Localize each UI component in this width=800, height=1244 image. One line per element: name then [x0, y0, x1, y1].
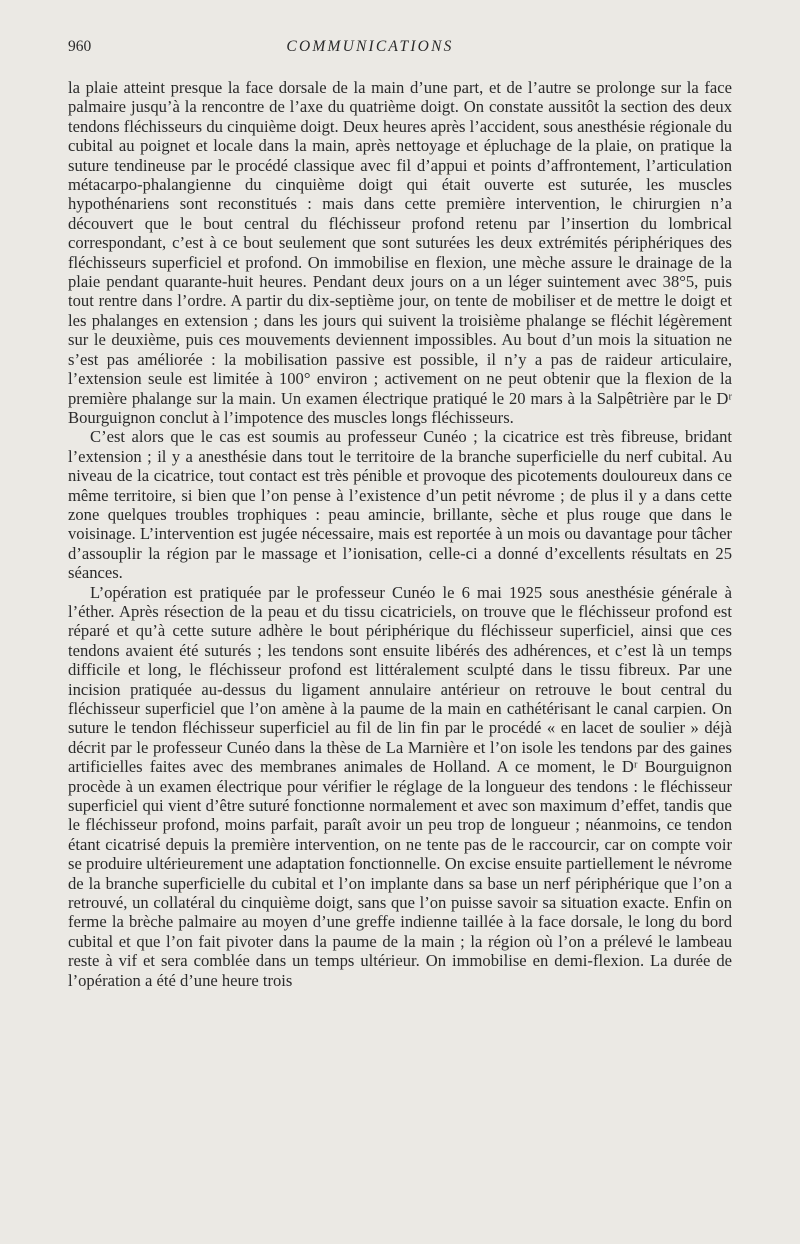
- paragraph-2: C’est alors que le cas est soumis au professeur Cunéo ; la cicatrice est très fibreuse, bridant l’extension ; il y a anesthésie dans tout le territoire de la branche superficielle du nerf cubital. Au niveau de la cicatrice, tout contact est très pénible et provoque des picotements douloureux dans ce même territoire, si bien que l’on pense à l’existence d’un petit névrome ; de plus il y a dans cette zone quelques troubles trophiques : peau amincie, brillante, sèche et plus rouge que dans le voisinage. L’intervention est jugée nécessaire, mais est reportée à un mois ou davantage pour tâcher d’assouplir la région par le massage et l’ionisation, celle-ci a donné d’excellents résultats en 25 séances.: [68, 427, 732, 583]
- running-head: [68, 38, 732, 64]
- page-number: 960: [68, 38, 92, 55]
- body-text: [68, 78, 732, 990]
- section-title: COMMUNICATIONS: [286, 38, 454, 55]
- paragraph-3: L’opération est pratiquée par le professeur Cunéo le 6 mai 1925 sous anesthésie générale à l’éther. Après résection de la peau et du tissu cicatriciels, on trouve que le fléchisseur profond est réparé et qu’à cette suture adhère le bout périphérique du fléchisseur superficiel, ainsi que ces tendons avaient été suturés ; les tendons sont ensuite libérés des adhérences, et c’est là un temps difficile et long, le fléchisseur profond est littéralement sculpté dans le tissu fibreux. Par une incision pratiquée au-dessus du ligament annulaire antérieur on retrouve le bout central du fléchisseur superficiel que l’on amène à la paume de la main en cathétérisant le canal carpien. On suture le tendon fléchisseur superficiel au fil de lin fin par le procédé « en lacet de soulier » déjà décrit par le professeur Cunéo dans la thèse de La Marnière et l’on isole les tendons par des gaines artificielles faites avec des membranes animales de Holland. A ce moment, le Dʳ Bourguignon procède à un examen électrique pour vérifier le réglage de la longueur des tendons : le fléchisseur superficiel qui vient d’être suturé fonctionne normalement et avec son maximum d’effet, tandis que le fléchisseur profond, moins parfait, paraît avoir un peu trop de longueur ; néanmoins, ce tendon étant cicatrisé depuis la première intervention, on ne tente pas de le raccourcir, car on compte voir se produire ultérieurement une adaptation fonctionnelle. On excise ensuite partiellement le névrome de la branche superficielle du cubital et l’on implante dans sa base un nerf périphérique que l’on a retrouvé, un collatéral du cinquième doigt, sans que l’on puisse savoir sa situation exacte. Enfin on ferme la brèche palmaire au moyen d’une greffe indienne taillée à la face dorsale, le long du bord cubital et que l’on fait pivoter dans la paume de la main ; la région où l’on a prélevé le lambeau reste à vif et sera comblée dans un temps ultérieur. On immobilise en demi-flexion. La durée de l’opération a été d’une heure trois: [68, 582, 732, 990]
- paragraph-1: la plaie atteint presque la face dorsale de la main d’une part, et de l’autre se prolonge sur la face palmaire jusqu’à la rencontre de l’axe du quatrième doigt. On constate aussitôt la section des deux tendons fléchisseurs du cinquième doigt. Deux heures après l’accident, sous anesthésie régionale du cubital au poignet et locale dans la main, après nettoyage et épluchage de la plaie, on pratique la suture tendineuse par le procédé classique avec fil d’appui et points d’affrontement, l’articulation métacarpo-phalangienne du cinquième doigt qui était ouverte est suturée, les muscles hypothénariens sont reconstitués : mais dans cette première intervention, le chirurgien n’a découvert que le bout central du fléchisseur profond retenu par l’insertion du lombrical correspondant, c’est à ce bout seulement que sont suturées les deux extrémités périphériques des fléchisseurs superficiel et profond. On immobilise en flexion, une mèche assure le drainage de la plaie pendant quarante-huit heures. Pendant deux jours on a un léger suintement avec 38°5, puis tout rentre dans l’ordre. A partir du dix-septième jour, on tente de mobiliser et de mettre le doigt et les phalanges en extension ; dans les jours qui suivent la troisième phalange se fléchit légèrement sur le deuxième, puis ces mouvements deviennent impossibles. Au bout d’un mois la situation ne s’est pas améliorée : la mobilisation passive est possible, il n’y a pas de raideur articulaire, l’extension seule est limitée à 100° environ ; activement on ne peut obtenir que la flexion de la première phalange sur la main. Un examen électrique pratiqué le 20 mars à la Salpêtrière par le Dʳ Bourguignon conclut à l’impotence des muscles longs fléchisseurs.: [68, 78, 732, 427]
